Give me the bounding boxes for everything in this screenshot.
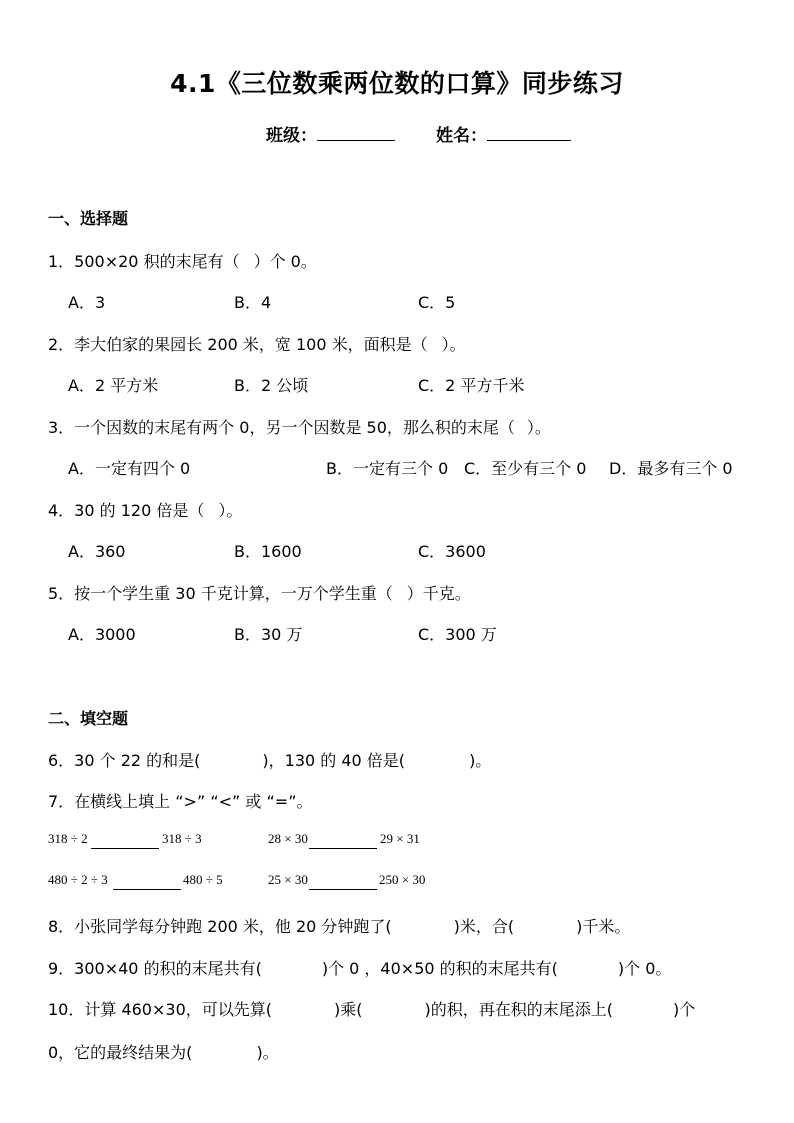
section-choice-heading: 一、选择题 <box>48 209 129 228</box>
compare-1-right: 318 ÷ 3 <box>162 831 202 846</box>
question-10-text-c: )的积，再在积的末尾添上( <box>424 1000 613 1019</box>
compare-4-left: 25 × 30 <box>268 872 308 887</box>
question-3 <box>48 415 551 438</box>
question-9-text-a: 9．300×40 的积的末尾共有( <box>48 959 262 978</box>
q1-option-b[interactable]: B．4 <box>234 293 272 312</box>
name-label: 姓名： <box>436 126 487 146</box>
question-2-text-end: ）。 <box>441 335 466 354</box>
q2-option-c[interactable]: C．2 平方千米 <box>418 376 525 395</box>
q2-option-b[interactable]: B．2 公顷 <box>234 376 309 395</box>
question-5 <box>48 581 471 604</box>
question-10-text-b: )乘( <box>334 1000 363 1019</box>
q3-option-c[interactable]: C．至少有三个 0 <box>464 459 587 478</box>
question-1-text: 1．500×20 积的末尾有（ <box>48 252 240 271</box>
section-fill-heading: 二、填空题 <box>48 709 129 728</box>
question-5-text: 5．按一个学生重 30 千克计算，一万个学生重（ <box>48 584 393 603</box>
compare-3-blank[interactable] <box>113 889 181 890</box>
class-field <box>266 121 395 146</box>
question-1 <box>48 249 317 272</box>
question-1-text-end: ）个 0。 <box>253 252 317 271</box>
question-6-text-c: )。 <box>469 751 492 770</box>
question-5-text-end: ）千克。 <box>406 584 471 603</box>
q5-option-a[interactable]: A．3000 <box>68 625 136 644</box>
question-6-text-a: 6．30 个 22 的和是( <box>48 751 201 770</box>
question-8-text-c: )千米。 <box>576 917 631 936</box>
compare-4-right: 250 × 30 <box>379 872 426 887</box>
class-label: 班级： <box>266 126 317 146</box>
question-4 <box>48 498 242 521</box>
q5-option-c[interactable]: C．300 万 <box>418 625 497 644</box>
compare-2-left: 28 × 30 <box>268 831 308 846</box>
compare-2-right: 29 × 31 <box>380 831 420 846</box>
question-7: 7．在横线上填上 “>” “<” 或 “=”。 <box>48 792 313 811</box>
q4-option-c[interactable]: C．3600 <box>418 542 486 561</box>
q1-option-a[interactable]: A．3 <box>68 293 106 312</box>
compare-4-blank[interactable] <box>309 889 377 890</box>
name-field <box>436 121 571 146</box>
q4-option-b[interactable]: B．1600 <box>234 542 302 561</box>
q3-option-a[interactable]: A．一定有四个 0 <box>68 459 191 478</box>
compare-3-left: 480 ÷ 2 ÷ 3 <box>48 872 108 887</box>
name-blank[interactable] <box>487 126 571 141</box>
question-2 <box>48 332 466 355</box>
question-10-line-2 <box>48 1040 279 1063</box>
q5-option-b[interactable]: B．30 万 <box>234 625 303 644</box>
question-4-text: 4．30 的 120 倍是（ <box>48 501 205 520</box>
question-3-text-end: ）。 <box>526 418 551 437</box>
q3-option-b[interactable]: B．一定有三个 0 <box>326 459 449 478</box>
question-10-text-a: 10．计算 460×30，可以先算( <box>48 1000 272 1019</box>
compare-2-blank[interactable] <box>309 848 377 849</box>
question-3-text: 3．一个因数的末尾有两个 0，另一个因数是 50，那么积的末尾（ <box>48 418 515 437</box>
question-8-text-b: )米，合( <box>453 917 515 936</box>
question-9-text-c: )个 0。 <box>617 959 672 978</box>
question-8-text-a: 8．小张同学每分钟跑 200 米，他 20 分钟跑了( <box>48 917 392 936</box>
question-9-text-b: )个 0 ，40×50 的积的末尾共有( <box>321 959 558 978</box>
compare-3-right: 480 ÷ 5 <box>183 872 223 887</box>
q3-option-d[interactable]: D．最多有三个 0 <box>609 459 733 478</box>
q1-option-c[interactable]: C．5 <box>418 293 456 312</box>
question-6 <box>48 748 491 771</box>
q4-option-a[interactable]: A．360 <box>68 542 126 561</box>
question-2-text: 2．李大伯家的果园长 200 米，宽 100 米，面积是（ <box>48 335 428 354</box>
class-blank[interactable] <box>317 126 395 141</box>
q2-option-a[interactable]: A．2 平方米 <box>68 376 159 395</box>
question-10-text-f: )。 <box>256 1043 279 1062</box>
compare-1-blank[interactable] <box>91 848 159 849</box>
question-8 <box>48 914 630 937</box>
question-4-text-end: ）。 <box>218 501 243 520</box>
question-6-text-b: )，130 的 40 倍是( <box>262 751 406 770</box>
question-10-text-d: )个 <box>673 1000 696 1019</box>
question-10 <box>48 997 695 1020</box>
question-10-text-e: 0，它的最终结果为( <box>48 1043 193 1062</box>
page-title: 4.1《三位数乘两位数的口算》同步练习 <box>170 69 624 98</box>
question-9 <box>48 956 671 979</box>
compare-1-left: 318 ÷ 2 <box>48 831 88 846</box>
